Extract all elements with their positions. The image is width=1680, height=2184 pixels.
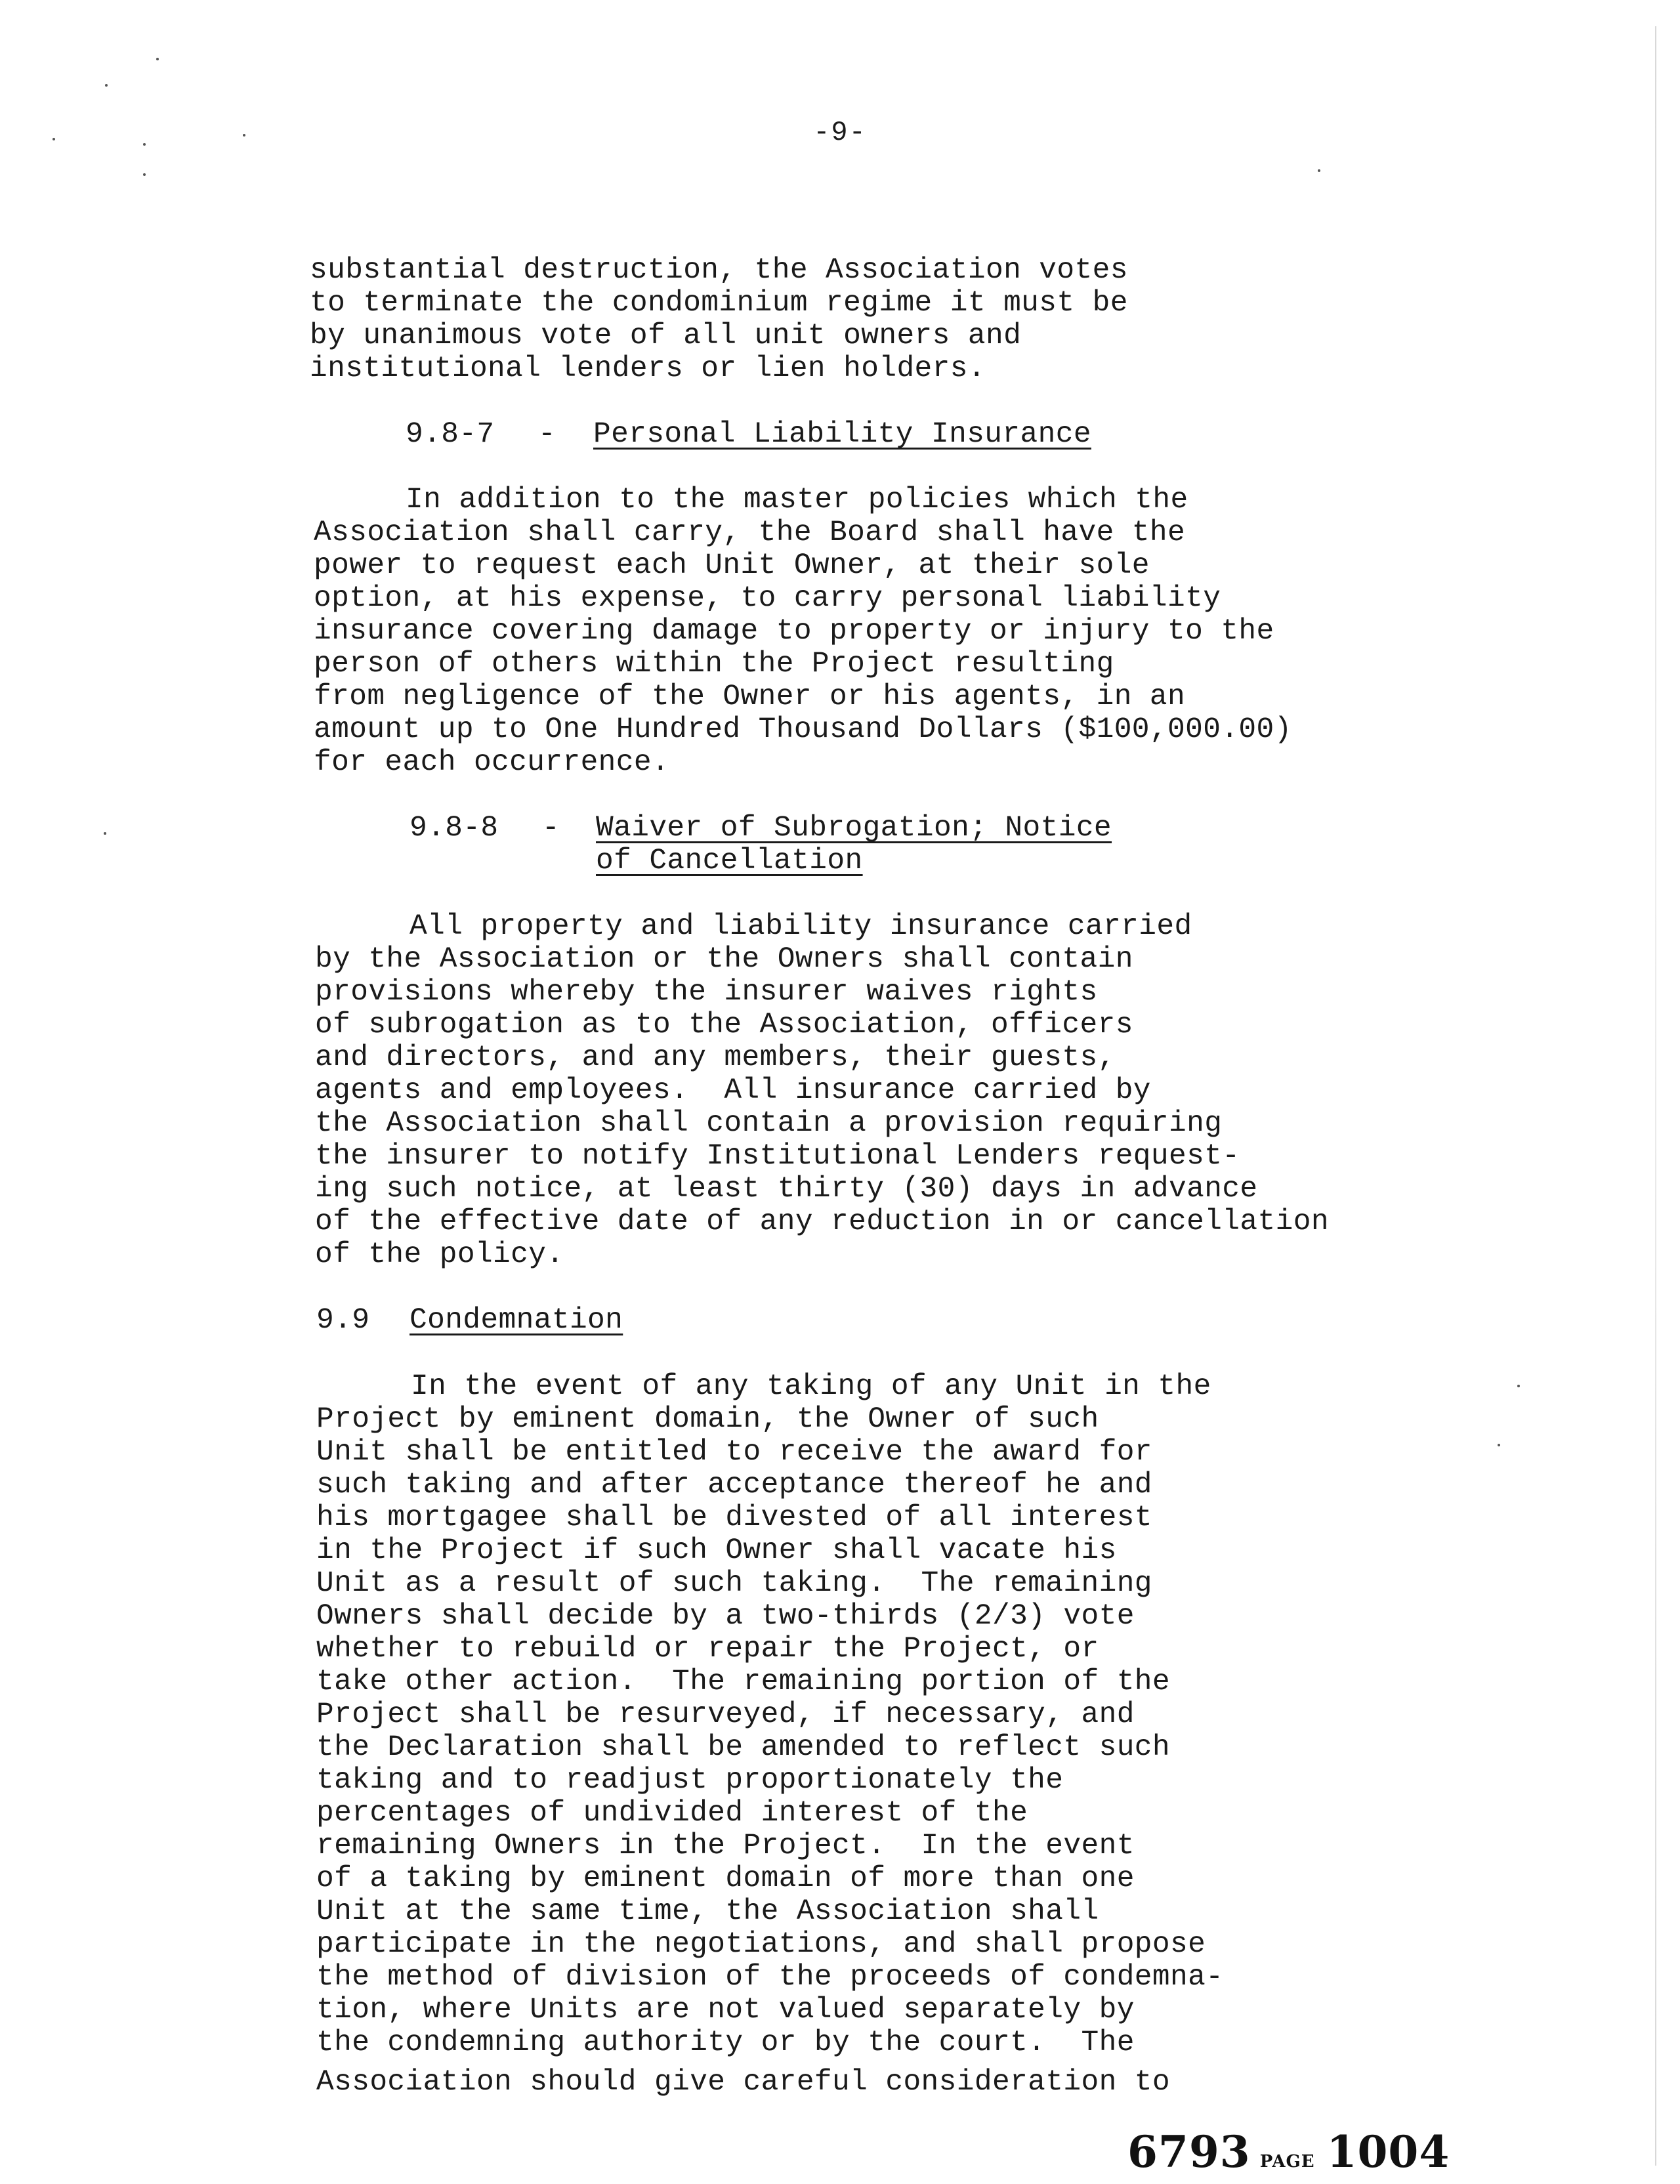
text-line: for each occurrence.: [314, 746, 670, 779]
section-dash: -: [538, 418, 556, 451]
text-line: Unit shall be entitled to receive the award for: [316, 1436, 1152, 1469]
section-title-line-2: of Cancellation: [596, 845, 863, 877]
text-line: Association shall carry, the Board shall have the: [314, 516, 1186, 549]
text-line: taking and to readjust proportionately the: [316, 1764, 1064, 1797]
text-line: the method of division of the proceeds of condemna-: [316, 1961, 1224, 1994]
text-line: Project shall be resurveyed, if necessary, and: [316, 1698, 1135, 1731]
text-line: participate in the negotiations, and shall propose: [316, 1928, 1206, 1961]
text-line: in the Project if such Owner shall vacate his: [316, 1534, 1117, 1567]
section-title: Condemnation: [410, 1304, 623, 1337]
text-line: remaining Owners in the Project. In the event: [316, 1830, 1135, 1862]
text-line: take other action. The remaining portion of the: [316, 1666, 1171, 1698]
scan-speck: [1318, 169, 1320, 172]
section-title-line-1: Waiver of Subrogation; Notice: [596, 812, 1112, 845]
text-line: agents and employees. All insurance carried by: [315, 1074, 1151, 1107]
section-number: 9.8-8: [410, 812, 499, 845]
scan-edge-line: [1655, 26, 1656, 2166]
text-line: ing such notice, at least thirty (30) days in advance: [315, 1173, 1258, 1206]
scan-speck: [105, 84, 108, 87]
section-dash: -: [542, 812, 560, 845]
scan-speck: [143, 143, 146, 146]
text-line: by the Association or the Owners shall contain: [315, 943, 1133, 976]
scan-speck: [104, 832, 106, 835]
text-line: amount up to One Hundred Thousand Dollars ($100,000.00): [314, 713, 1292, 746]
text-line: the Declaration shall be amended to reflect such: [316, 1731, 1171, 1764]
text-line: Association should give careful consideration to: [316, 2066, 1171, 2099]
scan-speck: [156, 58, 159, 60]
text-line: of the policy.: [315, 1238, 564, 1271]
text-line: All property and liability insurance carried: [410, 910, 1192, 943]
text-line: the condemning authority or by the court. The: [316, 2026, 1135, 2059]
text-line: option, at his expense, to carry personal liability: [314, 582, 1221, 615]
text-line: by unanimous vote of all unit owners and: [310, 320, 1022, 352]
text-line: of subrogation as to the Association, officers: [315, 1009, 1133, 1041]
scan-speck: [1517, 1385, 1520, 1387]
text-line: of the effective date of any reduction in or cancellation: [315, 1206, 1329, 1238]
text-line: Unit at the same time, the Association shall: [316, 1895, 1099, 1928]
text-line: In the event of any taking of any Unit in the: [411, 1370, 1211, 1403]
section-number: 9.8-7: [406, 418, 495, 451]
text-line: institutional lenders or lien holders.: [310, 352, 986, 385]
text-line: person of others within the Project resulting: [314, 648, 1114, 681]
section-number: 9.9: [316, 1304, 370, 1337]
page-label: PAGE: [1259, 2152, 1315, 2172]
text-line: the Association shall contain a provision requiring: [315, 1107, 1223, 1140]
scan-speck: [52, 138, 55, 140]
text-line: In addition to the master policies which the: [406, 484, 1188, 516]
book-number: 6793: [1127, 2126, 1251, 2177]
text-line: from negligence of the Owner or his agents, in an: [314, 681, 1186, 713]
text-line: and directors, and any members, their guests,: [315, 1041, 1116, 1074]
text-line: whether to rebuild or repair the Project, or: [316, 1633, 1099, 1666]
text-line: to terminate the condominium regime it must be: [310, 287, 1128, 320]
scan-speck: [1498, 1444, 1500, 1446]
text-line: his mortgagee shall be divested of all interest: [316, 1502, 1152, 1534]
text-line: tion, where Units are not valued separately by: [316, 1994, 1135, 2026]
text-line: substantial destruction, the Association votes: [310, 254, 1128, 287]
scan-speck: [243, 134, 245, 136]
text-line: Unit as a result of such taking. The remaining: [316, 1567, 1152, 1600]
text-line: percentages of undivided interest of the: [316, 1797, 1028, 1830]
section-title: Personal Liability Insurance: [593, 418, 1091, 451]
text-line: the insurer to notify Institutional Lenders request-: [315, 1140, 1240, 1173]
page-number: -9-: [813, 117, 867, 148]
text-line: provisions whereby the insurer waives rights: [315, 976, 1098, 1009]
text-line: power to request each Unit Owner, at their sole: [314, 549, 1150, 582]
text-line: insurance covering damage to property or injury to the: [314, 615, 1274, 648]
scan-speck: [143, 173, 146, 176]
recording-stamp: [1127, 2126, 1450, 2177]
text-line: Owners shall decide by a two-thirds (2/3) vote: [316, 1600, 1135, 1633]
recorded-page-number: 1004: [1326, 2126, 1450, 2177]
text-line: of a taking by eminent domain of more than one: [316, 1862, 1135, 1895]
text-line: Project by eminent domain, the Owner of such: [316, 1403, 1099, 1436]
text-line: such taking and after acceptance thereof he and: [316, 1469, 1152, 1502]
